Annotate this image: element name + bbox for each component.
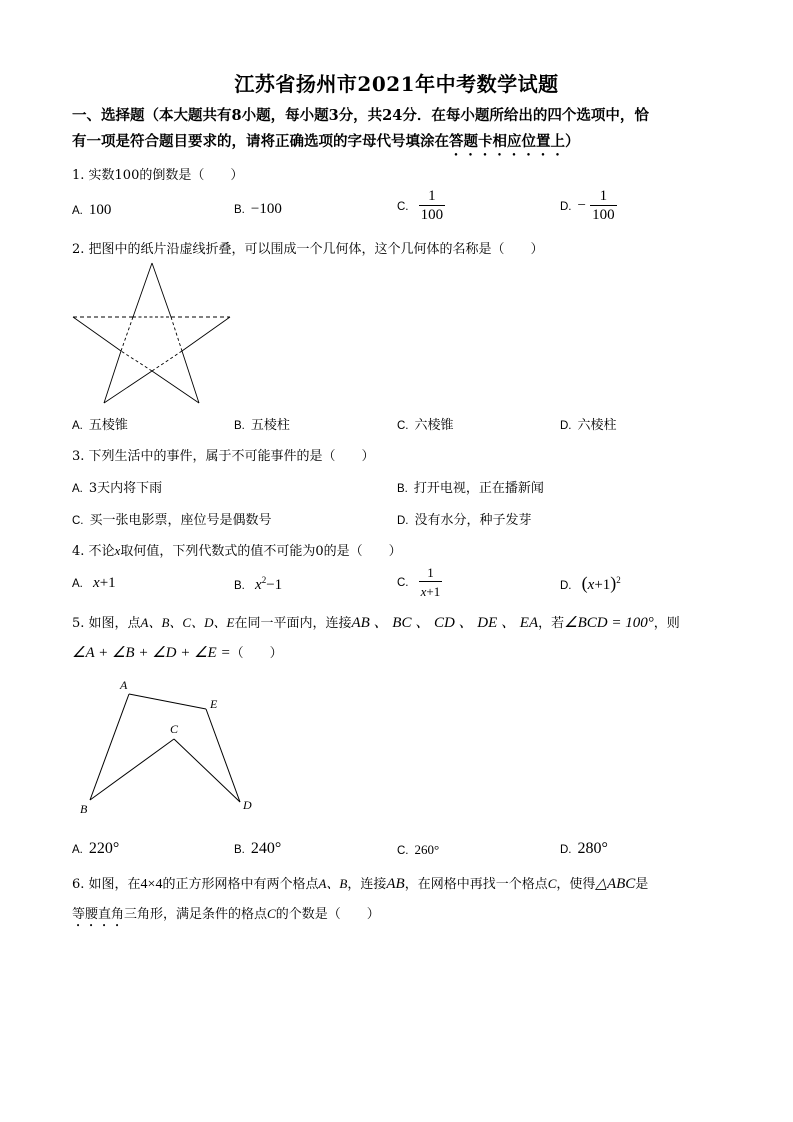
option-label: D.	[560, 200, 572, 213]
variable: x	[93, 575, 100, 591]
stem-text: 取何值，下列代数式的值不可能为0的是（ ）	[120, 544, 402, 559]
option-value: 打开电视，正在播新闻	[413, 481, 544, 496]
close-paren: )	[610, 573, 617, 593]
option-value: 100	[88, 202, 112, 218]
stem-text: 5. 如图，点	[72, 616, 141, 631]
triangle-abc: △ABC	[595, 876, 636, 892]
variable: x	[255, 577, 262, 593]
option-label: A.	[72, 420, 83, 432]
option-label: C.	[397, 845, 409, 857]
option-value: 六棱柱	[577, 418, 617, 433]
stem-text: ，在网格中再找一个格点	[404, 877, 548, 892]
emphasis-text: 等腰直角	[72, 907, 125, 922]
option-value: 260°	[414, 842, 440, 857]
option-value: −100	[250, 201, 282, 217]
variable: x	[587, 577, 595, 593]
option-value: 3天内将下雨	[88, 481, 163, 496]
variable: x	[420, 584, 427, 599]
point-label-a: A	[120, 678, 128, 692]
numerator: 1	[428, 188, 436, 204]
denominator: 100	[420, 207, 444, 223]
points-list: A、B、C、D、E	[140, 615, 235, 630]
question-2-stem: 2. 把图中的纸片沿虚线折叠，可以围成一个几何体，这个几何体的名称是（ ）	[72, 242, 544, 257]
angle-sum-expression: ∠A + ∠B + ∠D + ∠E =	[72, 645, 231, 661]
numerator: 1	[599, 188, 608, 204]
question-1-stem: 1. 实数100的倒数是（ ）	[72, 168, 244, 183]
point-label-e: E	[210, 697, 218, 711]
close-paren: ）	[565, 133, 580, 150]
q5-option-a[interactable]	[72, 840, 119, 858]
stem-text: 的个数是（ ）	[275, 907, 380, 922]
section-instruction: 有一项是符合题目要求的，请将正确选项的字母代号填涂在	[72, 133, 449, 150]
option-label: A.	[72, 483, 83, 495]
segment-ab: AB	[386, 876, 405, 892]
page-title: 江苏省扬州市2021年中考数学试题	[234, 72, 559, 96]
expr-rest: +1	[594, 577, 611, 593]
option-label: D.	[560, 420, 572, 432]
stem-text: ，若	[538, 616, 565, 631]
q5-option-d[interactable]	[560, 840, 608, 858]
stem-text: 是	[635, 877, 649, 892]
option-label: C.	[397, 576, 409, 589]
stem-text: 4. 不论	[72, 544, 115, 559]
option-label: C.	[397, 200, 409, 213]
variable-x: x	[114, 543, 121, 558]
option-label: A.	[72, 844, 83, 856]
option-value: 240°	[250, 840, 282, 857]
point-c: C	[267, 906, 276, 921]
section-heading-line1: 一、选择题（本大题共有8小题，每小题3分，共24分．在每小题所给出的四个选项中，恰	[72, 107, 649, 124]
point-label-c: C	[170, 722, 179, 736]
option-value: 280°	[577, 840, 608, 857]
numerator: 1	[427, 565, 434, 580]
expr-rest: +1	[426, 584, 441, 599]
stem-text: 三角形，满足条件的格点	[124, 907, 268, 922]
option-label: D.	[397, 515, 409, 527]
option-label: B.	[234, 204, 245, 216]
grid-size: 4×4	[140, 877, 163, 892]
denominator: 100	[592, 207, 615, 223]
minus-sign: −	[577, 197, 586, 214]
stem-text: ，使得	[556, 877, 596, 892]
q5-option-c[interactable]	[397, 842, 439, 858]
segments-list: AB 、 BC 、 CD 、 DE 、 EA	[351, 615, 539, 631]
option-value: 买一张电影票，座位号是偶数号	[89, 513, 272, 528]
point-c: C	[547, 876, 557, 891]
exponent: 2	[616, 575, 621, 585]
exponent: 2	[261, 575, 267, 585]
question-3-stem: 3. 下列生活中的事件，属于不可能事件的是（ ）	[72, 449, 375, 464]
expr-rest: −1	[266, 577, 283, 593]
point-label-b: B	[80, 802, 88, 816]
option-label: B.	[234, 844, 245, 856]
question-6-stem-line1	[72, 873, 648, 893]
option-label: B.	[234, 420, 245, 432]
emphasis-text: 答题卡相应位置上	[449, 133, 565, 150]
stem-text: 在同一平面内，连接	[234, 616, 352, 631]
option-label: A.	[72, 578, 83, 590]
answer-blank: （ ）	[230, 646, 283, 661]
option-label: B.	[234, 580, 245, 592]
question-6-stem-line2	[72, 903, 380, 930]
points-ab: A、B	[318, 876, 348, 891]
stem-text: ，连接	[347, 877, 387, 892]
option-label: B.	[397, 483, 408, 495]
option-label: D.	[560, 844, 572, 856]
stem-text: 6. 如图，在	[72, 877, 141, 892]
option-label: C.	[72, 515, 84, 527]
q5-option-b[interactable]	[234, 840, 281, 858]
option-value: 五棱柱	[250, 418, 290, 433]
open-paren: (	[581, 573, 588, 593]
stem-text: 的正方形网格中有两个格点	[162, 877, 319, 892]
option-value: 没有水分，种子发芽	[414, 513, 532, 528]
option-label: C.	[397, 420, 409, 432]
angle-condition: ∠BCD = 100°	[564, 615, 654, 631]
option-value: 六棱锥	[414, 418, 454, 433]
option-value: 五棱锥	[88, 418, 128, 433]
option-value: 220°	[88, 840, 120, 857]
expr-rest: +1	[99, 575, 116, 591]
option-label: D.	[560, 580, 572, 592]
point-label-d: D	[243, 798, 252, 812]
option-label: A.	[72, 205, 83, 217]
stem-text: ，则	[653, 616, 680, 631]
